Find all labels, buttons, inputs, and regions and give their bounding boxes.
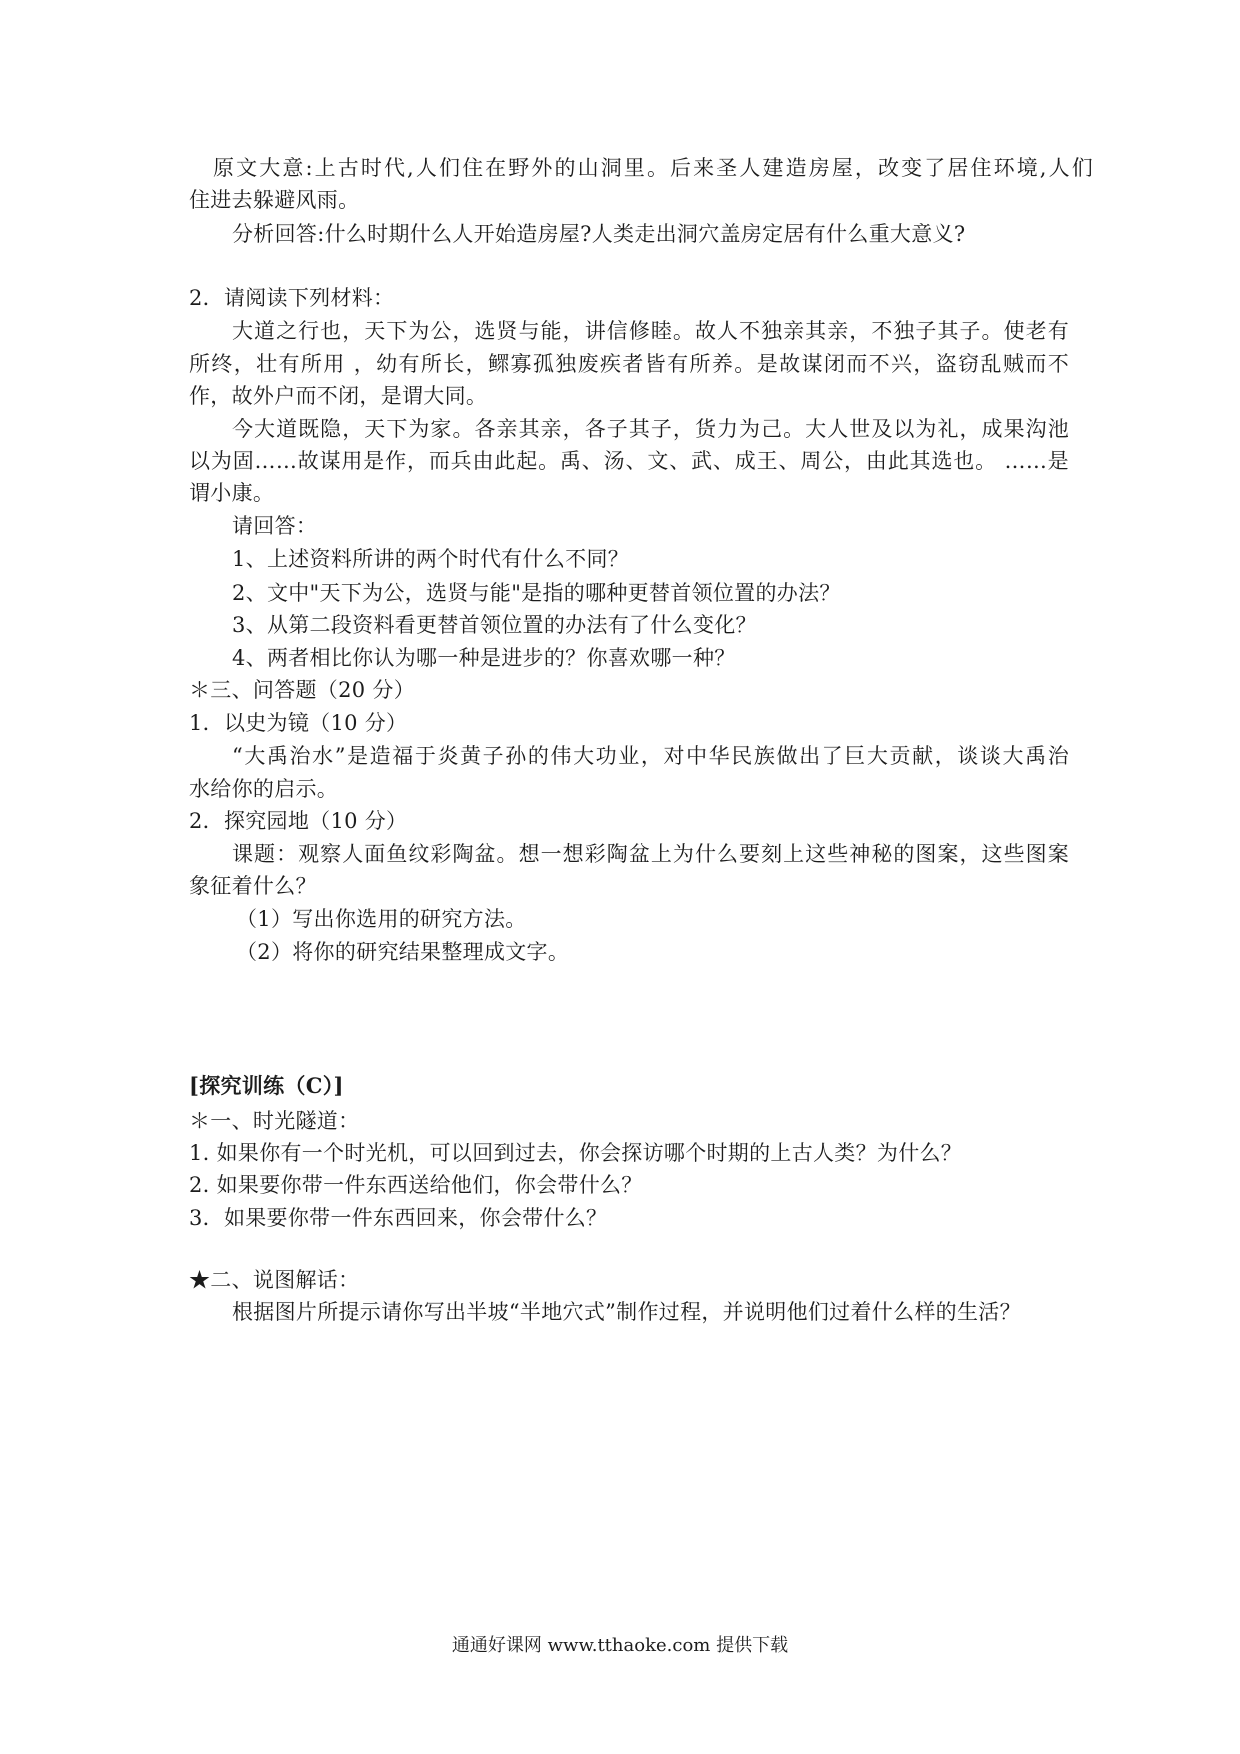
section3-item2-sub-2: （2）将你的研究结果整理成文字。 (236, 940, 570, 964)
q2-heading: 2．请阅读下列材料： (189, 286, 395, 310)
q2-para2-line-2: 以为固……故谋用是作，而兵由此起。禹、汤、文、武、成王、周公，由此其选也。 ……是 (189, 449, 1069, 473)
training-c-part1-item-3: 3．如果要你带一件东西回来，你会带什么？ (189, 1206, 608, 1230)
q2-question-1: 1、上述资料所讲的两个时代有什么不同？ (232, 547, 630, 571)
q2-para2-line-3: 谓小康。 (189, 481, 275, 505)
training-c-part2-heading: ★二、说图解话： (189, 1268, 360, 1292)
section3-item2-line-1: 课题：观察人面鱼纹彩陶盆。想一想彩陶盆上为什么要刻上这些神秘的图案，这些图案 (232, 842, 1069, 866)
training-c-part1-heading: ＊一、时光隧道： (189, 1109, 360, 1133)
training-c-part1-item-1: 1. 如果你有一个时光机，可以回到过去，你会探访哪个时期的上古人类？为什么？ (189, 1141, 963, 1165)
q2-question-4: 4、两者相比你认为哪一种是进步的？你喜欢哪一种？ (232, 646, 736, 670)
intro-line-2: 住进去躲避风雨。 (189, 188, 360, 212)
section3-item1-title: 1．以史为镜（10 分） (189, 711, 408, 735)
training-c-heading: [探究训练（C）] (189, 1073, 344, 1098)
q2-para2-line-1: 今大道既隐，天下为家。各亲其亲，各子其子，货力为己。大人世及以为礼，成果沟池 (232, 417, 1069, 441)
q2-prompt: 请回答： (232, 514, 318, 538)
q2-para1-line-1: 大道之行也，天下为公，选贤与能，讲信修睦。故人不独亲其亲，不独子其子。使老有 (232, 319, 1069, 343)
q2-question-2: 2、文中"天下为公，选贤与能"是指的哪种更替首领位置的办法？ (232, 581, 841, 605)
training-c-part1-item-2: 2. 如果要你带一件东西送给他们，你会带什么？ (189, 1173, 643, 1197)
section3-item1-line-1: “大禹治水”是造福于炎黄子孙的伟大功业，对中华民族做出了巨大贡献，谈谈大禹治 (232, 744, 1069, 768)
footer-credit: 通通好课网 www.tthaoke.com 提供下载 (451, 1635, 789, 1656)
q2-para1-line-2: 所终，壮有所用 ，幼有所长，鳏寡孤独废疾者皆有所养。是故谋闭而不兴，盗窃乱贼而不 (189, 352, 1069, 376)
section3-item2-line-2: 象征着什么？ (189, 874, 317, 898)
section3-item2-title: 2．探究园地（10 分） (189, 809, 408, 833)
q2-question-3: 3、从第二段资料看更替首领位置的办法有了什么变化？ (232, 613, 757, 637)
intro-line-1: 原文大意:上古时代,人们住在野外的山洞里。后来圣人建造房屋，改变了居住环境,人们 (213, 156, 1093, 180)
section3-item2-sub-1: （1）写出你选用的研究方法。 (236, 907, 527, 931)
section3-item1-line-2: 水给你的启示。 (189, 777, 339, 801)
intro-question: 分析回答:什么时期什么人开始造房屋?人类走出洞穴盖房定居有什么重大意义? (232, 222, 966, 246)
q2-para1-line-3: 作，故外户而不闭，是谓大同。 (189, 384, 488, 408)
training-c-part2-text: 根据图片所提示请你写出半坡“半地穴式”制作过程，并说明他们过着什么样的生活？ (232, 1300, 1021, 1324)
section3-heading: ＊三、问答题（20 分） (189, 678, 415, 702)
